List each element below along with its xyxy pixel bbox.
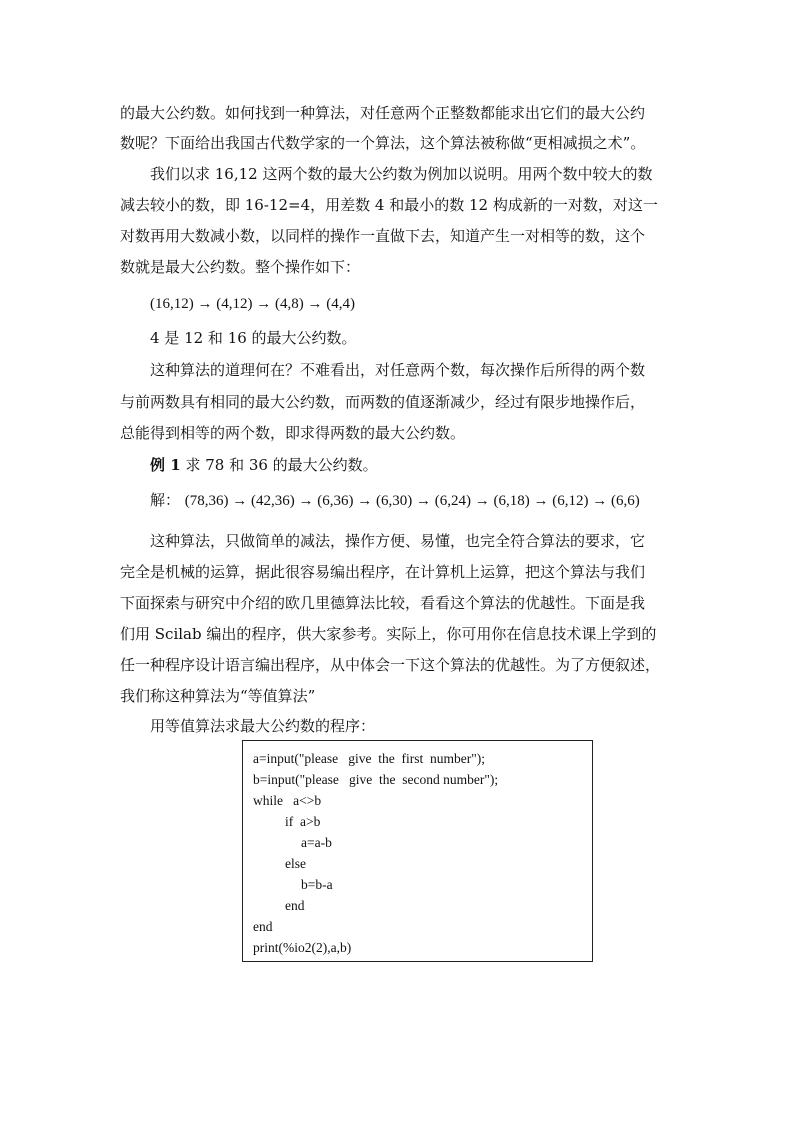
example-label: 例 1 bbox=[150, 456, 181, 474]
line-p2-2: 减去较小的数，即 16-12=4，用差数 4 和最小的数 12 构成新的一对数，对这一 bbox=[120, 196, 658, 214]
code-line: print(%io2(2),a,b) bbox=[253, 940, 352, 955]
line-p1-2: 数呢？下面给出我国古代数学家的一个算法，这个算法被称做“更相减损之术”。 bbox=[120, 134, 646, 152]
line-p4-1: 这种算法的道理何在？不难看出，对任意两个数，每次操作后所得的两个数 bbox=[150, 361, 646, 379]
line-p4-3: 总能得到相等的两个数，即求得两数的最大公约数。 bbox=[120, 424, 466, 442]
code-line: a=input("please give the first number"); bbox=[253, 751, 485, 766]
formula-16-12: (16,12) → (4,12) → (4,8) → (4,4) bbox=[150, 296, 355, 312]
code-line: b=b-a bbox=[301, 877, 333, 892]
code-box bbox=[242, 740, 593, 962]
solution-line bbox=[150, 490, 710, 511]
example-text: 求 78 和 36 的最大公约数。 bbox=[180, 456, 378, 474]
line-p5-2: 完全是机械的运算，据此很容易编出程序，在计算机上运算，把这个算法与我们 bbox=[120, 563, 646, 581]
code-line: if a>b bbox=[285, 814, 321, 829]
code-line: a=a-b bbox=[301, 835, 332, 850]
line-p1-1: 的最大公约数。如何找到一种算法，对任意两个正整数都能求出它们的最大公约 bbox=[120, 104, 646, 122]
line-p6: 用等值算法求最大公约数的程序： bbox=[150, 717, 376, 735]
line-p5-6: 我们称这种算法为“等值算法” bbox=[120, 687, 316, 705]
line-p2-1: 我们以求 16,12 这两个数的最大公约数为例加以说明。用两个数中较大的数 bbox=[150, 165, 653, 183]
line-p2-4: 数就是最大公约数。整个操作如下： bbox=[120, 258, 361, 276]
line-p2-3: 对数再用大数减小数，以同样的操作一直做下去，知道产生一对相等的数，这个 bbox=[120, 227, 646, 245]
code-line: b=input("please give the second number"); bbox=[253, 772, 499, 787]
code-line: while a<>b bbox=[253, 793, 322, 808]
line-p4-2: 与前两数具有相同的最大公约数，而两数的值逐渐减少，经过有限步地操作后， bbox=[120, 393, 646, 411]
line-p3: 4 是 12 和 16 的最大公约数。 bbox=[150, 329, 357, 347]
formula-78-36: (78,36) → (42,36) → (6,36) → (6,30) → (6,24) → (6,18) → (6,12) → (6,6) bbox=[184, 493, 640, 509]
line-p5-5: 任一种程序设计语言编出程序，从中体会一下这个算法的优越性。为了方便叙述， bbox=[120, 656, 661, 674]
solution-label: 解： bbox=[150, 491, 181, 509]
code-line: end bbox=[285, 898, 305, 913]
code-line: end bbox=[253, 919, 273, 934]
code-line: else bbox=[285, 856, 306, 871]
line-p5-1: 这种算法，只做简单的减法，操作方便、易懂，也完全符合算法的要求，它 bbox=[150, 532, 646, 550]
line-p5-4: 们用 Scilab 编出的程序，供大家参考。实际上，你可用你在信息技术课上学到的 bbox=[120, 625, 657, 643]
line-p5-3: 下面探索与研究中介绍的欧几里德算法比较，看看这个算法的优越性。下面是我 bbox=[120, 594, 646, 612]
example-1 bbox=[150, 455, 710, 475]
